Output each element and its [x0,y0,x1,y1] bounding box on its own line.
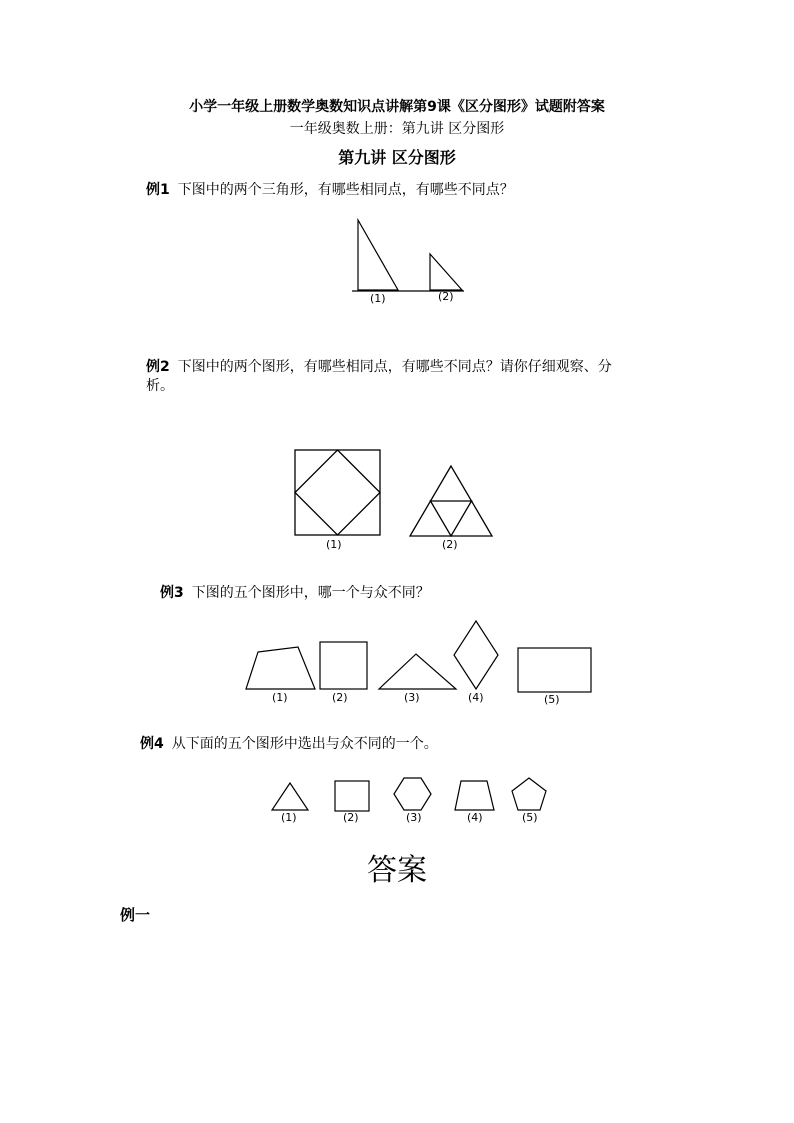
figure-label: (4) [468,691,484,704]
triangle-shape [379,654,456,689]
example-1-question [146,181,514,200]
figure-label: (1) [272,691,288,704]
rectangle-shape [518,648,591,692]
answers-heading: 答案 [367,853,427,888]
figure-label: (2) [332,691,348,704]
example-2-text-continued: 析。 [146,378,174,394]
example-3-text: 下图的五个图形中，哪一个与众不同？ [191,585,430,601]
example-4-label: 例4 [140,736,164,752]
figure-label: (2) [438,290,454,303]
figure-label: (1) [281,811,297,824]
pentagon-shape [512,778,546,810]
figure-label: (2) [343,811,359,824]
figure-label: (4) [467,811,483,824]
example-4-question [140,735,438,754]
document-subtitle: 一年级奥数上册：第九讲 区分图形 [289,121,505,137]
lecture-heading: 第九讲 区分图形 [338,148,456,167]
example-1-figure [350,212,470,307]
small-triangle-shape [430,254,462,290]
inner-triangle-shape [431,501,472,536]
example-1-label: 例1 [146,182,170,198]
figure-label: (5) [522,811,538,824]
example-2-text: 下图中的两个图形，有哪些相同点，有哪些不同点？请你仔细观察、分 [177,359,612,375]
answer-1-label: 例一 [120,906,151,924]
hexagon-shape [394,778,431,810]
quadrilateral-shape [246,647,315,689]
figure-label: (5) [544,693,560,706]
example-2-label: 例2 [146,359,170,375]
outer-square-shape [295,450,380,535]
example-4-figure [265,773,555,828]
figure-label: (3) [406,811,422,824]
example-3-question [160,584,430,603]
triangle-shape [272,783,308,810]
square-shape [320,642,367,689]
figure-label: (2) [442,538,458,551]
figure-label: (3) [404,691,420,704]
square-shape [335,781,369,811]
figure-label: (1) [370,292,386,305]
document-title: 小学一年级上册数学奥数知识点讲解第9课《区分图形》试题附答案 [189,99,605,115]
figure-label: (1) [326,538,342,551]
example-1-text: 下图中的两个三角形，有哪些相同点，有哪些不同点？ [177,182,514,198]
example-3-figure [240,617,600,712]
inner-diamond-shape [295,450,380,535]
rhombus-shape [454,621,498,689]
large-triangle-shape [358,220,398,290]
example-2-question [146,358,666,396]
trapezoid-shape [455,781,494,810]
example-4-text: 从下面的五个图形中选出与众不同的一个。 [171,736,438,752]
example-2-figure [290,444,500,556]
example-3-label: 例3 [160,585,184,601]
